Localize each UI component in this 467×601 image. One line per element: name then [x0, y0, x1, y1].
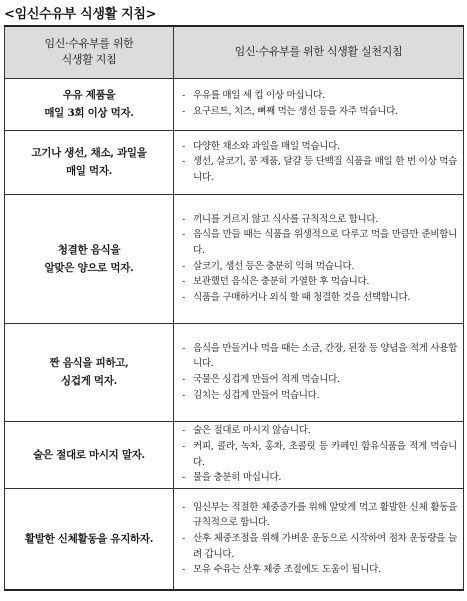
principle-line: 매일 먹자. [65, 165, 113, 177]
table-header-row [5, 26, 464, 78]
practice-item: - 커피, 콜라, 녹차, 홍차, 초콜릿 등 카페인 함유식품을 적게 먹습니다. [182, 440, 457, 468]
practice-text: 산후 체중조절을 위해 가벼운 운동으로 시작하여 점차 운동량을 늘려 갑니다. [193, 532, 457, 560]
practice-item: - 모유 수유는 산후 체중 조절에도 도움이 됩니다. [182, 564, 381, 576]
practice-item: - 국물은 싱겁게 만들어 적게 먹습니다. [182, 374, 340, 385]
principle-line: 술은 절대로 마시지 말자. [33, 448, 145, 461]
practice-text: 다양한 채소와 과일을 매일 먹습니다. [193, 140, 340, 152]
practice-item: - 끼니를 거르지 않고 식사를 규칙적으로 합니다. [182, 213, 378, 225]
table-row [5, 78, 464, 130]
practice-text: 끼니를 거르지 않고 식사를 규칙적으로 합니다. [193, 213, 378, 225]
practice-item: - 우유를 매일 세 컵 이상 마십니다. [182, 90, 325, 102]
header-guideline-line1: 임신·수유부를 위한 [44, 37, 134, 51]
practice-text: 물을 충분히 마십니다. [193, 472, 282, 484]
practice-text: 생선, 살코기, 콩 제품, 달걀 등 단백질 식품을 매일 한 번 이상 먹습니다. [193, 156, 457, 183]
row-principle [5, 323, 174, 421]
header-guideline [5, 26, 174, 78]
row-practices [174, 194, 464, 323]
table-row [5, 488, 464, 590]
principle-line: 짠 음식을 피하고, [49, 357, 129, 369]
row-principle [5, 488, 174, 590]
diet-guideline-table [4, 25, 464, 591]
practice-text: 김치는 싱겁게 만들어 먹습니다. [193, 389, 320, 401]
practice-item: - 술은 절대로 마시지 않습니다. [182, 425, 311, 437]
table-row [5, 130, 464, 194]
principle-line: 활발한 신체활동을 유지하자. [24, 532, 154, 545]
practice-item: - 요구르트, 치즈, 뼈째 먹는 생선 등을 자주 먹습니다. [182, 106, 398, 117]
practice-item: - 다양한 채소와 과일을 매일 먹습니다. [182, 140, 340, 152]
practice-text: 보관했던 음식은 충분히 가열한 후 먹습니다. [193, 276, 370, 288]
practice-text: 식품을 구매하거나 외식 할 때 청결한 것을 선택합니다. [193, 291, 411, 303]
table-row [5, 323, 464, 421]
practice-item: - 생선, 살코기, 콩 제품, 달걀 등 단백질 식품을 매일 한 번 이상 먹습니다. [182, 156, 457, 183]
header-practice: 임신·수유부를 위한 식생활 실천지침 [174, 26, 464, 78]
row-principle [5, 421, 174, 488]
practice-text: 커피, 콜라, 녹차, 홍차, 초콜릿 등 카페인 함유식품을 적게 먹습니다. [193, 440, 457, 468]
practice-item: - 산후 체중조절을 위해 가벼운 운동으로 시작하여 점차 운동량을 늘려 갑니다. [182, 532, 457, 560]
principle-line: 싱겁게 먹자. [61, 375, 117, 387]
practice-text: 살코기, 생선 등은 충분히 익혀 먹습니다. [193, 260, 355, 272]
row-practices [174, 488, 464, 590]
row-principle [5, 130, 174, 194]
header-guideline-line2: 식생활 지침 [61, 53, 117, 67]
table-row [5, 194, 464, 323]
practice-item: - 임신부는 적절한 체중증가를 위해 알맞게 먹고 활발한 신체 활동을 규칙적으로 합니다. [182, 501, 457, 529]
principle-line: 고기나 생선, 채소, 과일을 [31, 147, 147, 159]
practice-item: - 물을 충분히 마십니다. [182, 472, 282, 484]
practice-item: - 음식을 만들거나 먹을 때는 소금, 간장, 된장 등 양념을 적게 사용합니다. [182, 342, 457, 370]
practice-text: 우유를 매일 세 컵 이상 마십니다. [193, 90, 325, 102]
row-practices [174, 78, 464, 130]
practice-text: 음식을 만들거나 먹을 때는 소금, 간장, 된장 등 양념을 적게 사용합니다. [193, 342, 457, 370]
principle-line: 우유 제품을 [62, 89, 116, 101]
principle-line: 매일 3회 이상 먹자. [44, 107, 134, 119]
practice-text: 모유 수유는 산후 체중 조절에도 도움이 됩니다. [193, 564, 381, 576]
practice-text: 국물은 싱겁게 만들어 적게 먹습니다. [193, 374, 340, 385]
row-principle [5, 194, 174, 323]
row-principle [5, 78, 174, 130]
practice-text: 임신부는 적절한 체중증가를 위해 알맞게 먹고 활발한 신체 활동을 규칙적으로 합니다. [193, 501, 457, 529]
practice-text: 술은 절대로 마시지 않습니다. [193, 425, 311, 437]
practice-item: - 보관했던 음식은 충분히 가열한 후 먹습니다. [182, 276, 370, 288]
row-practices [174, 421, 464, 488]
table-row [5, 421, 464, 488]
practice-text: 음식을 만들 때는 식품을 위생적으로 다루고 먹을 만큼만 준비합니다. [193, 229, 457, 256]
practice-item: - 식품을 구매하거나 외식 할 때 청결한 것을 선택합니다. [182, 291, 411, 303]
practice-text: 요구르트, 치즈, 뼈째 먹는 생선 등을 자주 먹습니다. [193, 106, 398, 117]
principle-line: 청결한 음식을 [57, 243, 121, 256]
practice-item: - 김치는 싱겁게 만들어 먹습니다. [182, 389, 320, 401]
document-title: <임신수유부 식생활 지침> [4, 7, 157, 22]
row-practices [174, 130, 464, 194]
principle-line: 알맞은 양으로 먹자. [44, 261, 134, 274]
row-practices [174, 323, 464, 421]
practice-item: - 음식을 만들 때는 식품을 위생적으로 다루고 먹을 만큼만 준비합니다. [182, 229, 457, 256]
practice-item: - 살코기, 생선 등은 충분히 익혀 먹습니다. [182, 260, 355, 272]
